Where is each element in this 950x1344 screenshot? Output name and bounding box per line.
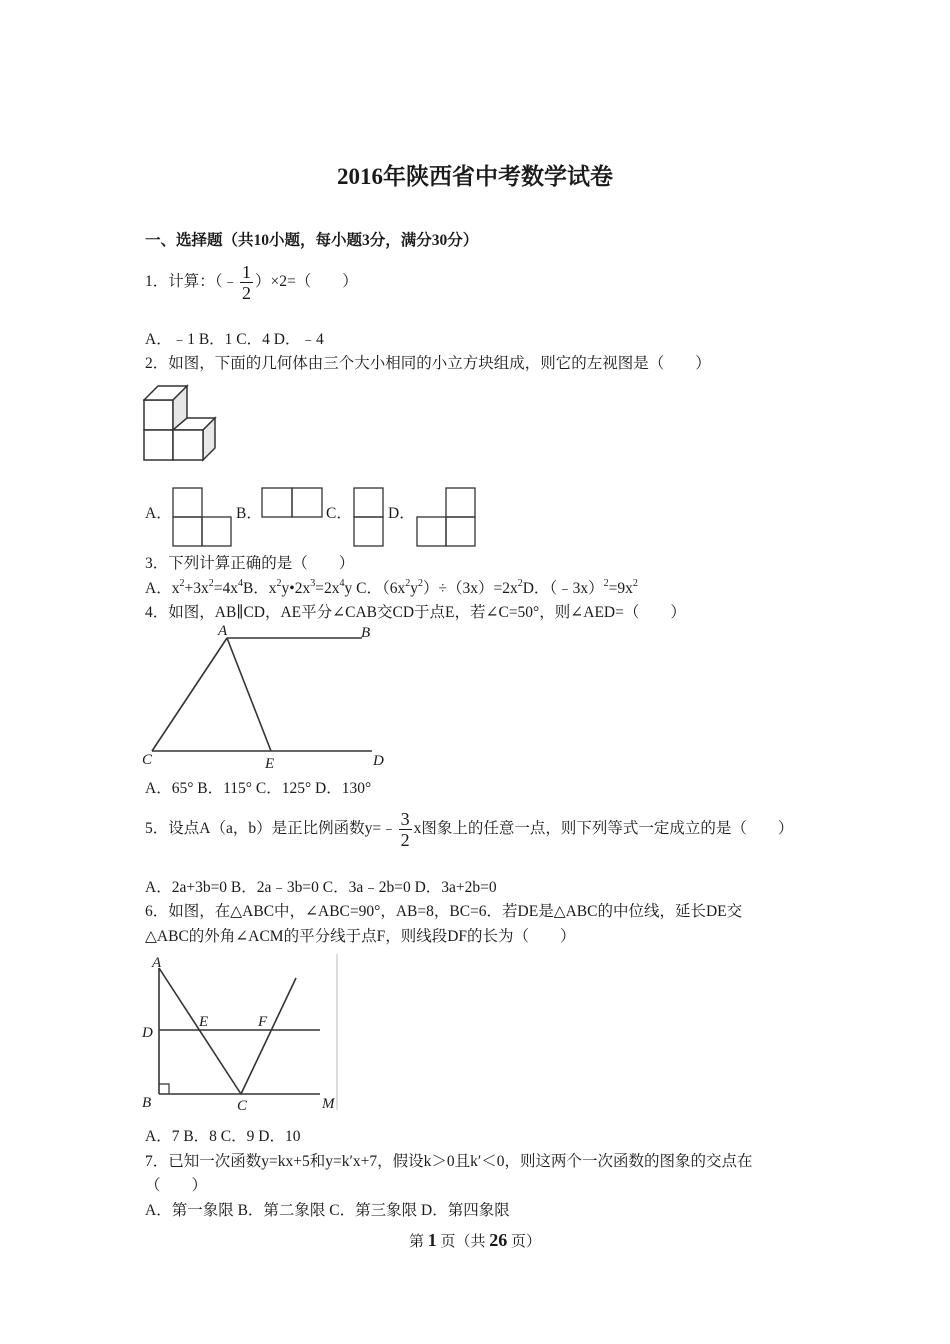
q3-c-part: y C．（6x (344, 580, 406, 597)
q6-label-d: D (142, 1025, 153, 1041)
q3-c-part: y (410, 580, 418, 597)
question-7-line1: 7．已知一次函数y=kx+5和y=k′x+7，假设k＞0且k′＜0，则这两个一次函数的图象的交点在 (145, 1153, 753, 1170)
q2-option-a-label: A． (145, 505, 172, 522)
page-title: 2016年陕西省中考数学试卷 (337, 164, 613, 189)
question-7-line2: （ ） (145, 1177, 208, 1194)
q6-label-m: M (322, 1096, 335, 1112)
question-3: 3．下列计算正确的是（ ） (145, 555, 355, 572)
q2-option-b-figure (259, 486, 325, 520)
q2-option-d-label: D． (388, 505, 415, 522)
q1-prefix: 1．计算：（﹣ (145, 273, 239, 291)
footer-page-number: 1 (427, 1230, 437, 1250)
q1-frac-den: 2 (242, 283, 252, 303)
q3-d-part: D．（﹣3x） (522, 580, 604, 597)
q2-option-c-figure (351, 486, 387, 548)
q6-label-a: A (152, 955, 162, 971)
section-heading: 一、选择题（共10小题，每小题3分，满分30分） (145, 232, 479, 249)
q1-suffix: ）×2=（ ） (255, 273, 358, 291)
q2-option-b-label: B． (236, 505, 262, 522)
q3-c-exp: 2 (517, 578, 523, 589)
q3-b-part: B．x (242, 580, 277, 597)
footer-text: 页） (507, 1234, 542, 1250)
q4-options: A．65° B．115° C．125° D．130° (145, 780, 372, 797)
q2-option-d-figure (414, 486, 478, 548)
q3-a-part: +3x (184, 580, 209, 597)
q3-c-exp: 2 (405, 578, 411, 589)
q6-label-c: C (237, 1098, 248, 1114)
q1-frac-num: 1 (242, 262, 252, 282)
footer-total-pages: 26 (489, 1230, 508, 1250)
q6-options: A．7 B．8 C．9 D．10 (145, 1128, 301, 1145)
q3-c-part: ）÷（3x）=2x (422, 580, 518, 597)
question-2: 2．如图，下面的几何体由三个大小相同的小立方块组成，则它的左视图是（ ） (145, 355, 711, 372)
q3-a-exp: 4 (237, 578, 243, 589)
q3-a-exp: 2 (208, 578, 214, 589)
q5-suffix: x图象上的任意一点，则下列等式一定成立的是（ ） (413, 820, 794, 838)
q5-options: A．2a+3b=0 B．2a﹣3b=0 C．3a﹣2b=0 D．3a+2b=0 (145, 879, 497, 896)
q4-label-c: C (142, 752, 153, 768)
q3-a-part: =4x (213, 580, 238, 597)
q3-d-part: =9x (608, 580, 633, 597)
q4-label-d: D (373, 753, 384, 769)
q3-b-part: y•2x (281, 580, 311, 597)
q4-label-b: B (361, 625, 371, 641)
q3-a-exp: 2 (179, 578, 185, 589)
q2-solid-figure (143, 382, 223, 464)
question-6-line2: △ABC的外角∠ACM的平分线于点F，则线段DF的长为（ ） (145, 928, 576, 945)
question-4: 4．如图，AB∥CD，AE平分∠CAB交CD于点E，若∠C=50°，则∠AED=（ ） (145, 604, 686, 621)
q5-frac-num: 3 (400, 809, 410, 829)
question-6-line1: 6．如图，在△ABC中，∠ABC=90°，AB=8，BC=6．若DE是△ABC的中位线，延长DE交 (145, 903, 743, 920)
q6-label-e: E (199, 1014, 209, 1030)
q5-frac-den: 2 (400, 830, 410, 850)
q7-options: A．第一象限 B．第二象限 C．第三象限 D．第四象限 (145, 1202, 510, 1219)
q4-label-e: E (265, 756, 275, 772)
footer-text: 页（共 (436, 1234, 490, 1250)
question-5 (145, 809, 793, 850)
page-footer (0, 1230, 950, 1251)
q6-label-f: F (258, 1014, 268, 1030)
q3-options (145, 576, 638, 598)
q2-option-a-figure (170, 486, 234, 548)
q6-label-b: B (142, 1095, 152, 1111)
q3-a-part: A．x (145, 580, 180, 597)
q3-b-exp: 3 (310, 578, 316, 589)
q4-label-a: A (218, 623, 228, 639)
q3-b-part: =2x (315, 580, 340, 597)
footer-text: 第 (408, 1234, 428, 1250)
q3-b-exp: 2 (276, 578, 282, 589)
question-1 (145, 262, 358, 303)
q6-figure (140, 952, 345, 1117)
q5-prefix: 5．设点A（a，b）是正比例函数y=﹣ (145, 820, 397, 838)
q3-d-exp: 2 (632, 578, 638, 589)
q3-b-exp: 4 (339, 578, 345, 589)
q1-options: A．﹣1 B．1 C．4 D．﹣4 (145, 331, 324, 348)
q2-option-c-label: C． (326, 505, 352, 522)
q5-fraction (399, 809, 412, 850)
q3-c-exp: 2 (417, 578, 423, 589)
q1-fraction (240, 262, 253, 303)
q4-figure (140, 622, 390, 772)
q3-d-exp: 2 (603, 578, 609, 589)
